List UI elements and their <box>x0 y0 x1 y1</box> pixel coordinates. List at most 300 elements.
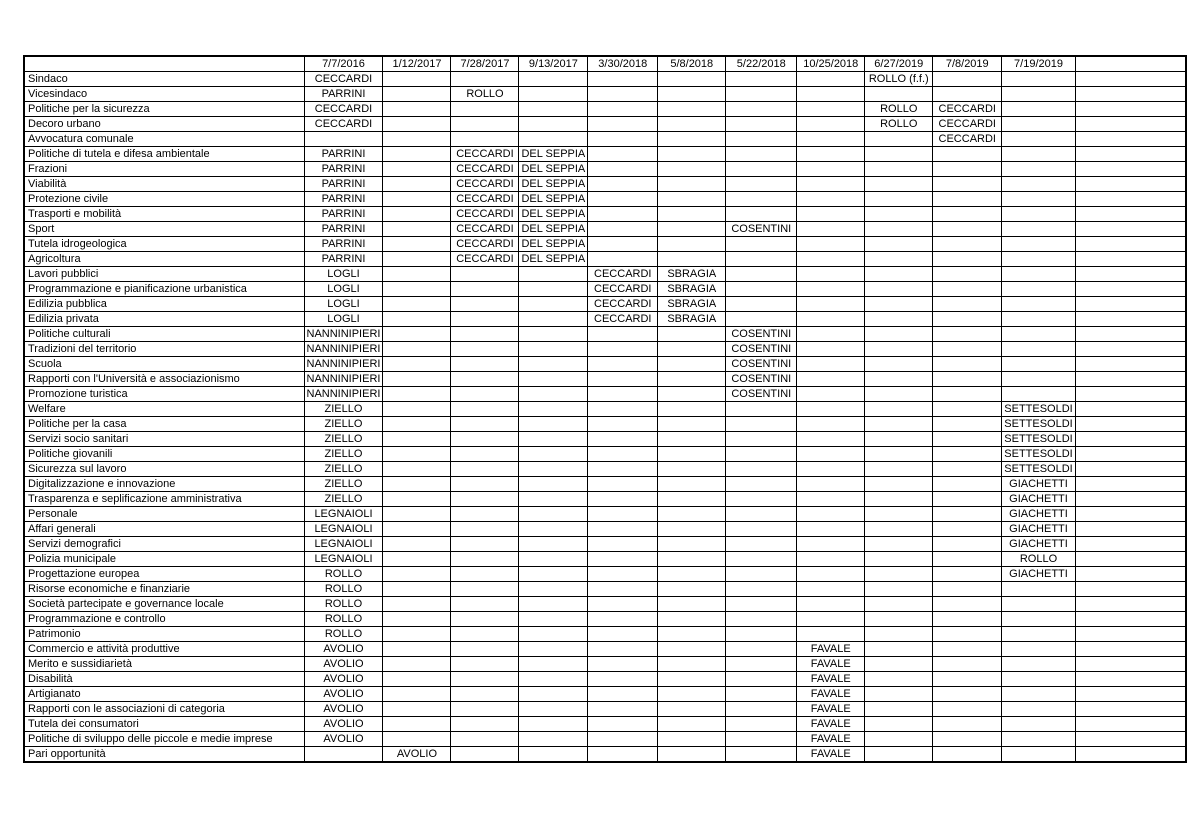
cell <box>865 462 933 477</box>
cell <box>519 732 588 747</box>
cell <box>519 612 588 627</box>
cell: FAVALE <box>797 672 865 687</box>
row-label: Edilizia pubblica <box>24 297 304 312</box>
cell: LEGNAIOLI <box>304 537 383 552</box>
cell: ROLLO <box>304 582 383 597</box>
cell <box>1075 192 1186 207</box>
cell <box>1002 207 1075 222</box>
cell <box>1075 567 1186 582</box>
cell <box>519 357 588 372</box>
cell <box>933 282 1002 297</box>
cell <box>1002 672 1075 687</box>
cell: DEL SEPPIA <box>519 222 588 237</box>
table-row <box>24 717 1186 732</box>
cell <box>1002 312 1075 327</box>
cell <box>451 462 519 477</box>
cell <box>588 627 658 642</box>
cell <box>383 627 451 642</box>
cell: ROLLO <box>865 117 933 132</box>
cell <box>588 402 658 417</box>
cell <box>797 237 865 252</box>
cell <box>726 507 797 522</box>
cell: SETTESOLDI <box>1002 462 1075 477</box>
cell <box>797 147 865 162</box>
cell <box>1002 132 1075 147</box>
cell <box>1002 687 1075 702</box>
cell <box>451 747 519 763</box>
cell <box>726 597 797 612</box>
cell <box>726 447 797 462</box>
cell <box>451 132 519 147</box>
cell <box>658 357 726 372</box>
cell: PARRINI <box>304 162 383 177</box>
row-label: Personale <box>24 507 304 522</box>
cell <box>1075 687 1186 702</box>
cell <box>726 192 797 207</box>
cell <box>797 312 865 327</box>
cell <box>658 117 726 132</box>
table-row <box>24 612 1186 627</box>
table-row <box>24 192 1186 207</box>
row-label: Società partecipate e governance locale <box>24 597 304 612</box>
table-row <box>24 327 1186 342</box>
cell <box>1075 627 1186 642</box>
cell: PARRINI <box>304 252 383 267</box>
cell <box>865 702 933 717</box>
row-label: Programmazione e controllo <box>24 612 304 627</box>
cell <box>519 327 588 342</box>
cell: AVOLIO <box>304 702 383 717</box>
row-label: Protezione civile <box>24 192 304 207</box>
cell <box>519 432 588 447</box>
cell <box>865 177 933 192</box>
cell <box>933 702 1002 717</box>
cell <box>933 672 1002 687</box>
cell <box>865 582 933 597</box>
cell <box>383 642 451 657</box>
cell <box>1075 417 1186 432</box>
cell <box>519 312 588 327</box>
table-row <box>24 687 1186 702</box>
cell <box>933 267 1002 282</box>
cell <box>865 222 933 237</box>
cell <box>519 297 588 312</box>
cell: DEL SEPPIA <box>519 252 588 267</box>
cell: FAVALE <box>797 687 865 702</box>
cell <box>933 72 1002 87</box>
cell <box>865 192 933 207</box>
cell <box>797 537 865 552</box>
cell <box>726 582 797 597</box>
cell: DEL SEPPIA <box>519 162 588 177</box>
cell <box>865 717 933 732</box>
cell <box>383 372 451 387</box>
cell <box>451 552 519 567</box>
cell <box>519 417 588 432</box>
row-label: Decoro urbano <box>24 117 304 132</box>
cell <box>1075 312 1186 327</box>
cell: GIACHETTI <box>1002 567 1075 582</box>
cell <box>933 147 1002 162</box>
cell <box>865 417 933 432</box>
cell <box>933 297 1002 312</box>
cell <box>383 222 451 237</box>
cell <box>797 192 865 207</box>
cell: AVOLIO <box>304 717 383 732</box>
cell <box>865 87 933 102</box>
cell <box>658 342 726 357</box>
row-label: Artigianato <box>24 687 304 702</box>
cell <box>451 582 519 597</box>
cell <box>865 687 933 702</box>
cell <box>519 627 588 642</box>
cell: CECCARDI <box>451 252 519 267</box>
cell <box>1002 327 1075 342</box>
row-label: Digitalizzazione e innovazione <box>24 477 304 492</box>
cell <box>933 372 1002 387</box>
cell <box>933 177 1002 192</box>
cell <box>1002 732 1075 747</box>
row-label: Vicesindaco <box>24 87 304 102</box>
cell <box>588 612 658 627</box>
cell: ZIELLO <box>304 462 383 477</box>
cell <box>1002 357 1075 372</box>
cell <box>1075 372 1186 387</box>
cell <box>383 717 451 732</box>
cell <box>383 657 451 672</box>
cell <box>588 552 658 567</box>
cell <box>451 477 519 492</box>
cell <box>451 597 519 612</box>
cell <box>588 372 658 387</box>
cell: ROLLO <box>304 597 383 612</box>
table-row <box>24 657 1186 672</box>
row-label: Politiche culturali <box>24 327 304 342</box>
row-label: Affari generali <box>24 522 304 537</box>
cell <box>519 282 588 297</box>
cell <box>451 702 519 717</box>
row-label: Patrimonio <box>24 627 304 642</box>
cell: SBRAGIA <box>658 267 726 282</box>
cell <box>658 432 726 447</box>
cell: CECCARDI <box>304 72 383 87</box>
table-row <box>24 747 1186 763</box>
cell: CECCARDI <box>451 222 519 237</box>
cell: ZIELLO <box>304 417 383 432</box>
cell <box>519 582 588 597</box>
cell <box>865 342 933 357</box>
cell: CECCARDI <box>588 297 658 312</box>
cell <box>658 747 726 763</box>
cell <box>797 72 865 87</box>
cell <box>933 507 1002 522</box>
cell <box>519 507 588 522</box>
cell <box>1075 717 1186 732</box>
table-row <box>24 402 1186 417</box>
cell <box>588 342 658 357</box>
cell <box>1075 237 1186 252</box>
cell <box>383 87 451 102</box>
cell: CECCARDI <box>304 102 383 117</box>
cell <box>797 357 865 372</box>
cell <box>658 552 726 567</box>
cell <box>1002 387 1075 402</box>
cell <box>933 222 1002 237</box>
cell: LOGLI <box>304 312 383 327</box>
cell <box>383 582 451 597</box>
table-row <box>24 537 1186 552</box>
cell <box>865 297 933 312</box>
cell <box>383 477 451 492</box>
row-label: Programmazione e pianificazione urbanistica <box>24 282 304 297</box>
cell <box>658 642 726 657</box>
cell <box>658 657 726 672</box>
cell <box>588 162 658 177</box>
table-row <box>24 507 1186 522</box>
cell: FAVALE <box>797 702 865 717</box>
cell <box>933 642 1002 657</box>
cell: CECCARDI <box>933 102 1002 117</box>
table-row <box>24 432 1186 447</box>
cell <box>588 327 658 342</box>
cell <box>658 702 726 717</box>
cell <box>588 597 658 612</box>
cell <box>588 477 658 492</box>
cell <box>797 552 865 567</box>
cell <box>1002 657 1075 672</box>
cell <box>451 687 519 702</box>
cell: LOGLI <box>304 297 383 312</box>
cell: CECCARDI <box>451 177 519 192</box>
row-label: Sindaco <box>24 72 304 87</box>
cell <box>658 672 726 687</box>
cell <box>1075 462 1186 477</box>
cell <box>451 672 519 687</box>
cell <box>933 327 1002 342</box>
cell <box>865 477 933 492</box>
cell <box>1075 327 1186 342</box>
cell: PARRINI <box>304 147 383 162</box>
cell <box>865 642 933 657</box>
cell <box>588 462 658 477</box>
cell <box>797 387 865 402</box>
cell <box>797 252 865 267</box>
cell: NANNINIPIERI <box>304 342 383 357</box>
cell <box>658 537 726 552</box>
cell <box>588 537 658 552</box>
table-row <box>24 642 1186 657</box>
table-row <box>24 627 1186 642</box>
table-row <box>24 237 1186 252</box>
cell: CECCARDI <box>933 117 1002 132</box>
cell <box>383 387 451 402</box>
cell <box>1075 447 1186 462</box>
cell <box>658 132 726 147</box>
cell <box>451 312 519 327</box>
cell <box>588 237 658 252</box>
cell <box>383 342 451 357</box>
cell: LOGLI <box>304 282 383 297</box>
cell <box>865 312 933 327</box>
row-label: Servizi demografici <box>24 537 304 552</box>
cell <box>1002 297 1075 312</box>
cell <box>451 372 519 387</box>
cell <box>383 687 451 702</box>
cell: PARRINI <box>304 87 383 102</box>
cell: AVOLIO <box>383 747 451 763</box>
cell <box>451 387 519 402</box>
cell <box>383 567 451 582</box>
cell <box>865 507 933 522</box>
cell <box>865 372 933 387</box>
cell <box>383 162 451 177</box>
cell <box>726 177 797 192</box>
cell <box>519 372 588 387</box>
cell <box>865 732 933 747</box>
cell: FAVALE <box>797 657 865 672</box>
cell: COSENTINI <box>726 342 797 357</box>
cell <box>797 177 865 192</box>
cell <box>658 687 726 702</box>
column-header: 9/13/2017 <box>519 56 588 72</box>
cell <box>933 612 1002 627</box>
cell <box>588 717 658 732</box>
cell: CECCARDI <box>451 192 519 207</box>
cell <box>865 747 933 763</box>
cell <box>797 102 865 117</box>
cell <box>588 507 658 522</box>
table-row <box>24 597 1186 612</box>
cell <box>1002 282 1075 297</box>
table-row <box>24 387 1186 402</box>
cell <box>1002 117 1075 132</box>
cell <box>383 72 451 87</box>
cell <box>865 237 933 252</box>
cell <box>933 492 1002 507</box>
cell <box>1075 477 1186 492</box>
cell <box>865 252 933 267</box>
cell <box>726 717 797 732</box>
cell: AVOLIO <box>304 672 383 687</box>
table-row <box>24 312 1186 327</box>
cell <box>1075 282 1186 297</box>
cell <box>797 432 865 447</box>
cell <box>726 732 797 747</box>
cell <box>1075 102 1186 117</box>
table-row <box>24 132 1186 147</box>
cell <box>1002 237 1075 252</box>
cell <box>726 687 797 702</box>
cell <box>1002 192 1075 207</box>
cell <box>588 387 658 402</box>
row-label: Disabilità <box>24 672 304 687</box>
cell <box>588 207 658 222</box>
cell <box>519 477 588 492</box>
table-row <box>24 417 1186 432</box>
cell <box>933 747 1002 763</box>
row-label: Rapporti con le associazioni di categoria <box>24 702 304 717</box>
cell <box>726 132 797 147</box>
cell <box>519 72 588 87</box>
cell <box>588 432 658 447</box>
cell <box>451 102 519 117</box>
cell <box>933 162 1002 177</box>
cell <box>1075 177 1186 192</box>
cell <box>588 72 658 87</box>
cell <box>1075 87 1186 102</box>
cell <box>519 102 588 117</box>
row-label: Politiche di sviluppo delle piccole e medie imprese <box>24 732 304 747</box>
cell <box>933 657 1002 672</box>
cell <box>519 537 588 552</box>
cell <box>451 657 519 672</box>
cell: CECCARDI <box>933 132 1002 147</box>
cell <box>451 492 519 507</box>
cell <box>519 447 588 462</box>
cell <box>797 327 865 342</box>
cell <box>726 207 797 222</box>
cell <box>519 657 588 672</box>
cell <box>383 282 451 297</box>
column-header: 7/28/2017 <box>451 56 519 72</box>
cell <box>1075 582 1186 597</box>
table-row <box>24 282 1186 297</box>
cell <box>797 132 865 147</box>
cell <box>519 552 588 567</box>
column-header: 7/7/2016 <box>304 56 383 72</box>
cell: SETTESOLDI <box>1002 417 1075 432</box>
cell <box>1002 252 1075 267</box>
cell <box>865 357 933 372</box>
cell <box>451 342 519 357</box>
cell <box>933 357 1002 372</box>
cell <box>383 132 451 147</box>
cell <box>933 252 1002 267</box>
cell <box>1075 162 1186 177</box>
cell: COSENTINI <box>726 222 797 237</box>
cell <box>451 357 519 372</box>
cell <box>726 267 797 282</box>
row-label: Servizi socio sanitari <box>24 432 304 447</box>
table-row <box>24 702 1186 717</box>
cell <box>383 267 451 282</box>
column-header: 10/25/2018 <box>797 56 865 72</box>
cell <box>451 417 519 432</box>
cell <box>588 177 658 192</box>
table-row <box>24 552 1186 567</box>
cell <box>383 312 451 327</box>
cell <box>451 117 519 132</box>
cell <box>933 417 1002 432</box>
row-label: Polizia municipale <box>24 552 304 567</box>
cell <box>519 87 588 102</box>
cell <box>726 522 797 537</box>
cell: DEL SEPPIA <box>519 207 588 222</box>
cell <box>1075 342 1186 357</box>
cell <box>865 327 933 342</box>
cell <box>933 462 1002 477</box>
cell <box>1002 72 1075 87</box>
cell <box>658 147 726 162</box>
cell <box>1075 552 1186 567</box>
cell <box>383 702 451 717</box>
cell <box>1002 627 1075 642</box>
cell <box>1075 387 1186 402</box>
cell: LEGNAIOLI <box>304 522 383 537</box>
cell <box>588 102 658 117</box>
cell <box>519 672 588 687</box>
row-label: Politiche giovanili <box>24 447 304 462</box>
